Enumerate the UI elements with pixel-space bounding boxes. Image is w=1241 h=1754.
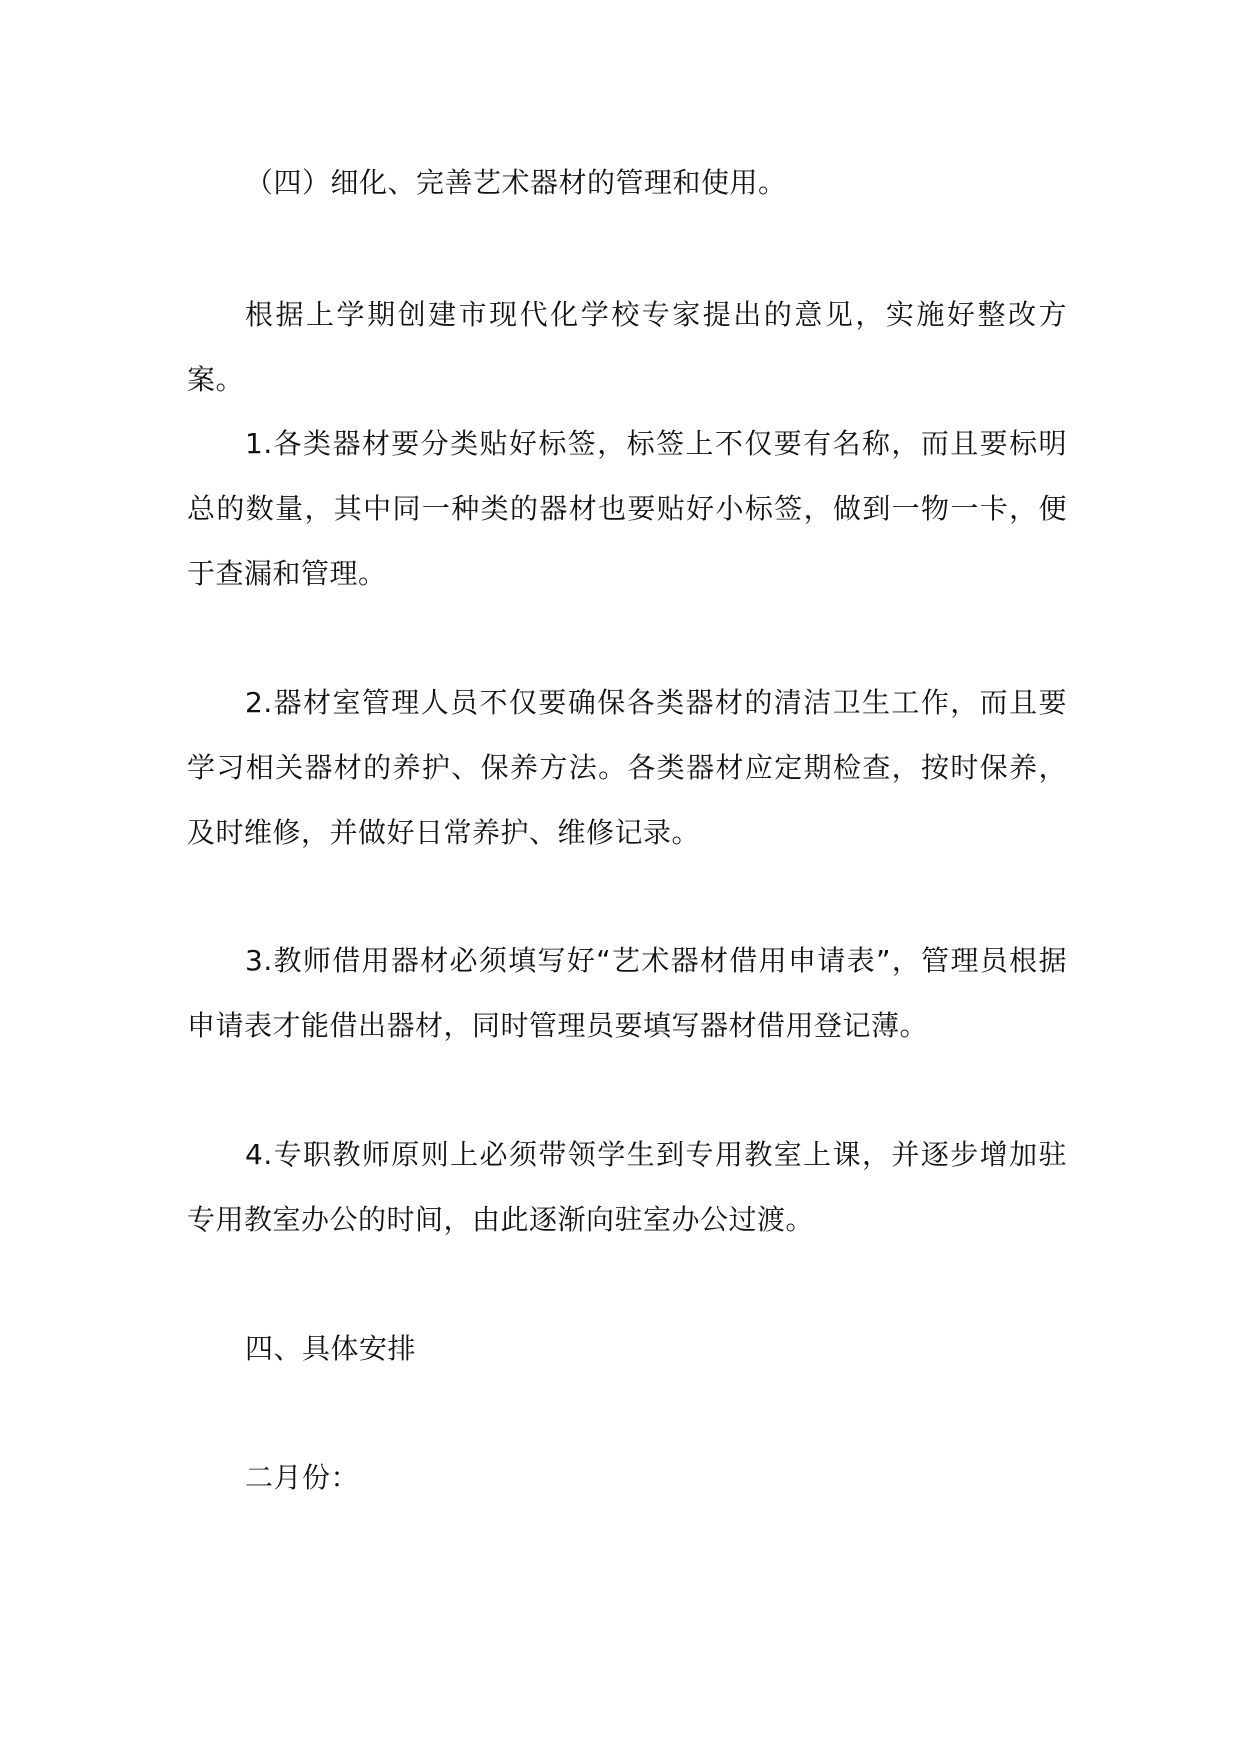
item-2-paragraph: 2.器材室管理人员不仅要确保各类器材的清洁卫生工作，而且要学习相关器材的养护、保养方法。各类器材应定期检查，按时保养，及时维修，并做好日常养护、维修记录。 [187,686,1067,849]
section-heading-four: 四、具体安排 [245,1332,417,1365]
section-heading-four-sub: （四）细化、完善艺术器材的管理和使用。 [245,166,787,199]
month-heading-february: 二月份： [245,1461,360,1494]
intro-paragraph: 根据上学期创建市现代化学校专家提出的意见，实施好整改方案。 [187,298,1067,396]
item-1-paragraph: 1.各类器材要分类贴好标签，标签上不仅要有名称，而且要标明总的数量，其中同一种类的器材也要贴好小标签，做到一物一卡，便于查漏和管理。 [187,427,1067,590]
item-4-paragraph: 4.专职教师原则上必须带领学生到专用教室上课，并逐步增加驻专用教室办公的时间，由此逐渐向驻室办公过渡。 [187,1138,1067,1236]
item-3-paragraph: 3.教师借用器材必须填写好“艺术器材借用申请表”，管理员根据申请表才能借出器材，同时管理员要填写器材借用登记薄。 [187,944,1067,1042]
